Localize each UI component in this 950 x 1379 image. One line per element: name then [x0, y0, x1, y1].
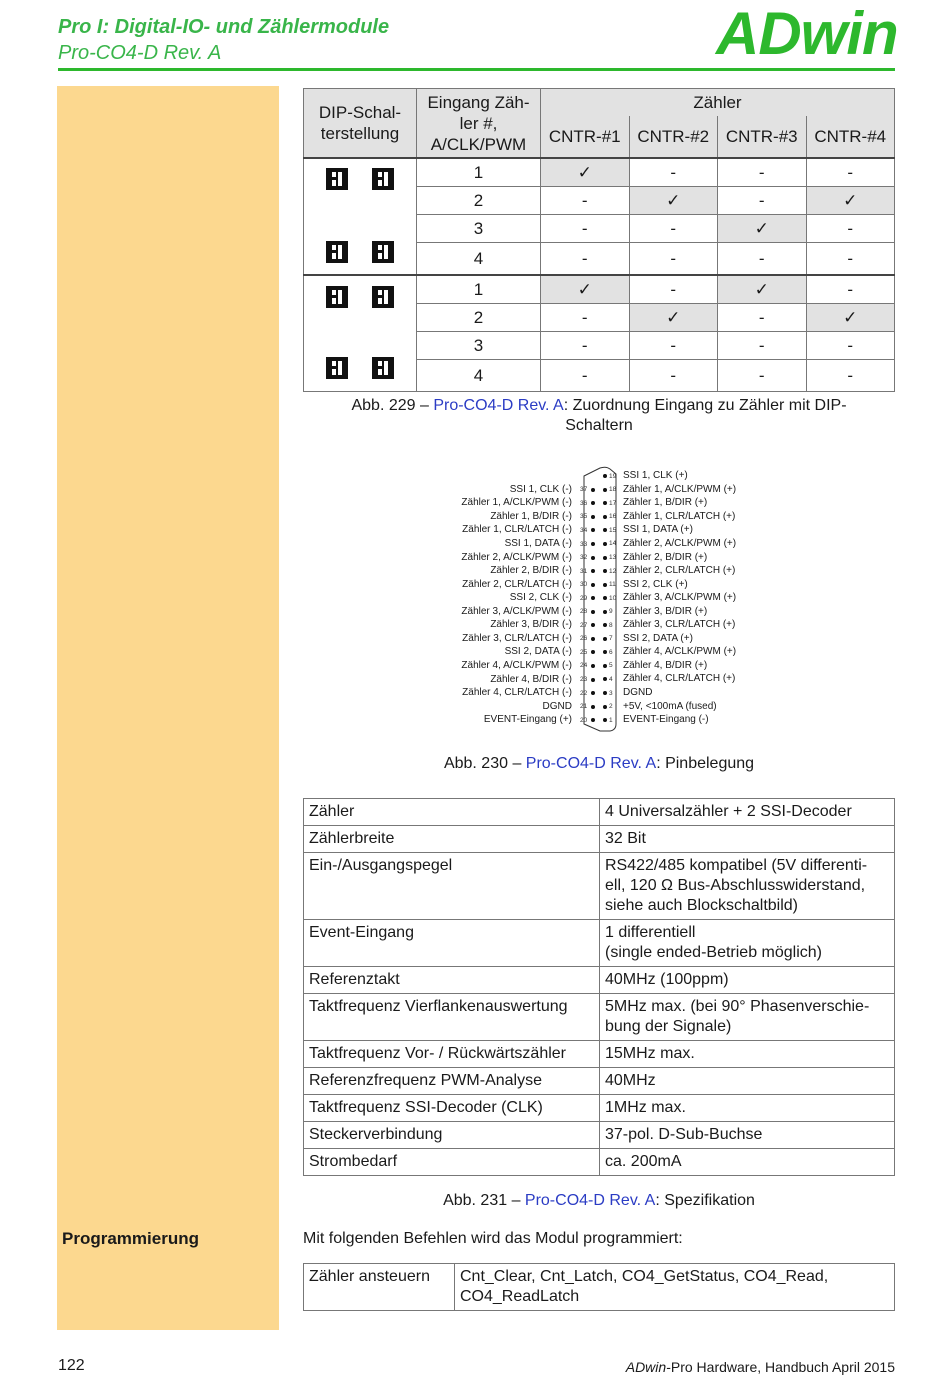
pin-number: 13	[609, 554, 617, 561]
assignment-cell: -	[718, 360, 807, 392]
pin-number: 7	[609, 635, 613, 643]
pin-label-left: SSI 1, DATA (-)	[504, 538, 572, 549]
pin-dot	[603, 515, 607, 519]
assignment-cell: ✓	[718, 275, 807, 304]
pin-label-right: Zähler 2, A/CLK/PWM (+)	[623, 537, 737, 549]
command-list: Cnt_Clear, Cnt_Latch, CO4_GetStatus, CO4_Read, CO4_ReadLatch	[455, 1264, 895, 1311]
pin-number: 15	[609, 526, 617, 534]
dip-switch-icon	[372, 286, 394, 308]
pin-dot	[591, 583, 595, 587]
spec-value: 4 Universalzähler + 2 SSI-Decoder	[600, 799, 895, 826]
spec-value: ca. 200mA	[600, 1149, 895, 1176]
cntr-1-header: CNTR-#1	[541, 116, 630, 158]
assignment-cell: -	[718, 332, 807, 360]
assignment-cell: ✓	[806, 187, 895, 215]
chapter-title: Pro I: Digital-IO- und Zählermodule	[58, 16, 390, 38]
spec-key: Referenzfrequenz PWM-Analyse	[304, 1068, 600, 1095]
assignment-cell: -	[629, 332, 718, 360]
dip-switch-icon	[326, 168, 348, 190]
pin-dot	[603, 556, 607, 560]
spec-value: 32 Bit	[600, 826, 895, 853]
assignment-cell: ✓	[541, 275, 630, 304]
pin-dot	[591, 542, 595, 546]
pin-number: 35	[580, 513, 588, 521]
pin-label-right: SSI 2, CLK (+)	[623, 578, 688, 590]
spec-key: Strombedarf	[304, 1149, 600, 1176]
table-row	[304, 1122, 895, 1149]
caption-230: Abb. 230 – Pro-CO4-D Rev. A: Pinbelegung	[443, 755, 755, 772]
pin-label-left: Zähler 2, CLR/LATCH (-)	[462, 578, 572, 590]
pin-number: 36	[580, 499, 588, 507]
pin-number: 6	[609, 648, 613, 656]
spec-key: Ein-/Ausgangspegel	[304, 853, 600, 920]
pin-label-right: Zähler 1, CLR/LATCH (+)	[623, 510, 736, 522]
spec-value: 37-pol. D-Sub-Buchse	[600, 1122, 895, 1149]
assignment-cell: -	[629, 360, 718, 392]
input-number-cell: 4	[417, 243, 541, 276]
pin-dot	[591, 515, 595, 519]
spec-key: Taktfrequenz Vierflankenauswertung	[304, 994, 600, 1041]
caption-link[interactable]: Pro-CO4-D Rev. A	[525, 755, 657, 772]
pin-label-left: Zähler 1, A/CLK/PWM (-)	[461, 497, 572, 509]
pin-number: 33	[580, 540, 588, 548]
pin-number: 26	[580, 635, 588, 643]
pin-label-right: Zähler 1, A/CLK/PWM (+)	[623, 483, 737, 495]
assignment-cell: -	[629, 275, 718, 304]
pin-label-right: Zähler 2, CLR/LATCH (+)	[623, 565, 736, 577]
dip-setting-cell	[304, 275, 417, 392]
col-counter-header: Zähler	[541, 89, 895, 117]
pin-label-left: Zähler 2, A/CLK/PWM (-)	[461, 551, 572, 563]
pin-dot	[591, 705, 595, 709]
pin-number: 31	[580, 567, 588, 575]
assignment-cell: -	[541, 215, 630, 243]
spec-value: 1 differentiell (single ended-Betrieb möglich)	[600, 920, 895, 967]
assignment-cell: -	[806, 243, 895, 276]
dip-setting-cell	[304, 158, 417, 275]
module-subtitle: Pro-CO4-D Rev. A	[58, 42, 222, 64]
assignment-cell: -	[718, 158, 807, 187]
pin-dot	[591, 488, 595, 492]
pin-dot	[591, 678, 595, 682]
pin-label-right: +5V, <100mA (fused)	[623, 700, 717, 712]
assignment-cell: -	[806, 215, 895, 243]
spec-key: Taktfrequenz Vor- / Rückwärtszähler	[304, 1041, 600, 1068]
spec-key: Taktfrequenz SSI-Decoder (CLK)	[304, 1095, 600, 1122]
assignment-cell: ✓	[541, 158, 630, 187]
pin-number: 4	[609, 675, 613, 683]
pin-number: 17	[609, 499, 617, 507]
adwin-logo: ADwin	[716, 0, 898, 67]
dip-switch-table	[303, 88, 895, 392]
pin-label-right: Zähler 4, A/CLK/PWM (+)	[623, 646, 737, 658]
pin-number: 24	[580, 662, 588, 670]
pin-number: 5	[609, 662, 613, 670]
table-row	[304, 1095, 895, 1122]
pin-label-right: Zähler 4, CLR/LATCH (+)	[623, 673, 736, 685]
dip-switch-icon	[326, 241, 348, 263]
pin-number: 37	[580, 486, 588, 494]
table-row	[304, 1068, 895, 1095]
col-dip-header: DIP-Schal-terstellung	[304, 89, 417, 159]
input-number-cell: 1	[417, 158, 541, 187]
pin-number: 22	[580, 689, 588, 697]
command-table	[303, 1263, 895, 1311]
spec-key: Steckerverbindung	[304, 1122, 600, 1149]
pin-label-right: EVENT-Eingang (-)	[623, 714, 709, 726]
pin-label-left: SSI 1, CLK (-)	[509, 483, 572, 495]
spec-key: Zählerbreite	[304, 826, 600, 853]
caption-229: Abb. 229 – Pro-CO4-D Rev. A: Zuordnung Eingang zu Zähler mit DIP- Schaltern	[351, 397, 847, 434]
assignment-cell: -	[541, 332, 630, 360]
input-number-cell: 4	[417, 360, 541, 392]
section-label-programmierung: Programmierung	[62, 1229, 199, 1248]
spec-key: Zähler	[304, 799, 600, 826]
pin-number: 12	[609, 567, 617, 575]
pin-dot	[591, 664, 595, 668]
pin-number: 2	[609, 703, 613, 711]
pin-label-right: SSI 1, DATA (+)	[623, 524, 693, 536]
pin-label-left: DGND	[542, 700, 572, 712]
input-number-cell: 1	[417, 275, 541, 304]
pin-number: 27	[580, 621, 588, 629]
input-number-cell: 3	[417, 215, 541, 243]
command-key: Zähler ansteuern	[304, 1264, 455, 1311]
pin-number: 21	[580, 703, 588, 711]
pin-number: 3	[609, 689, 613, 697]
pin-label-left: SSI 2, DATA (-)	[504, 646, 572, 658]
pin-number: 16	[609, 513, 617, 521]
assignment-cell: -	[629, 215, 718, 243]
assignment-cell: -	[718, 304, 807, 332]
pin-label-left: Zähler 4, B/DIR (-)	[490, 673, 572, 685]
pin-number: 32	[580, 554, 588, 562]
assignment-cell: -	[541, 187, 630, 215]
spec-key: Referenztakt	[304, 967, 600, 994]
pin-number: 29	[580, 594, 588, 602]
pin-dot	[603, 610, 607, 614]
pin-label-right: SSI 1, CLK (+)	[623, 470, 688, 482]
sidebar-margin	[57, 86, 279, 1330]
pin-number: 9	[609, 608, 613, 616]
spec-value: 1MHz max.	[600, 1095, 895, 1122]
input-number-cell: 2	[417, 187, 541, 215]
pin-number: 18	[609, 486, 617, 494]
programming-intro: Mit folgenden Befehlen wird das Modul programmiert:	[303, 1230, 683, 1247]
pin-dot	[603, 664, 607, 668]
assignment-cell: ✓	[629, 304, 718, 332]
assignment-cell: -	[541, 304, 630, 332]
pin-label-right: Zähler 2, B/DIR (+)	[623, 551, 708, 563]
table-row	[304, 853, 895, 920]
spec-value: 15MHz max.	[600, 1041, 895, 1068]
table-row	[304, 920, 895, 967]
pin-dot	[591, 556, 595, 560]
table-row	[304, 826, 895, 853]
pin-number: 1	[609, 716, 613, 724]
spec-value: RS422/485 kompatibel (5V differenti- ell, 120 Ω Bus-Abschlusswiderstand, siehe auch Blockschaltbild)	[600, 853, 895, 920]
pin-number: 11	[609, 581, 616, 589]
spec-key: Event-Eingang	[304, 920, 600, 967]
pin-number: 23	[580, 676, 588, 683]
page-number: 122	[58, 1357, 85, 1374]
pin-number: 25	[580, 648, 588, 656]
dip-switch-icon	[326, 357, 348, 379]
assignment-cell: -	[806, 275, 895, 304]
pin-label-left: Zähler 3, CLR/LATCH (-)	[462, 632, 572, 644]
pin-label-left: Zähler 3, A/CLK/PWM (-)	[461, 605, 572, 617]
pin-dot	[591, 637, 595, 641]
pin-label-left: Zähler 4, CLR/LATCH (-)	[462, 687, 572, 699]
pin-dot	[603, 542, 607, 546]
pin-label-left: Zähler 2, B/DIR (-)	[490, 565, 572, 577]
pin-label-right: Zähler 3, A/CLK/PWM (+)	[623, 592, 737, 604]
assignment-cell: -	[629, 158, 718, 187]
assignment-cell: -	[541, 243, 630, 276]
input-number-cell: 2	[417, 304, 541, 332]
spec-value: 40MHz (100ppm)	[600, 967, 895, 994]
pin-label-right: Zähler 4, B/DIR (+)	[623, 659, 708, 671]
assignment-cell: -	[806, 332, 895, 360]
pin-label-right: SSI 2, DATA (+)	[623, 632, 693, 644]
pin-label-left: Zähler 1, B/DIR (-)	[490, 510, 572, 522]
specification-table	[303, 798, 895, 1176]
table-row	[304, 967, 895, 994]
pin-label-right: Zähler 3, CLR/LATCH (+)	[623, 619, 736, 631]
pin-dot	[591, 610, 595, 614]
pin-dot	[603, 488, 607, 492]
pin-label-right: Zähler 3, B/DIR (+)	[623, 605, 708, 617]
pin-number: 10	[609, 594, 617, 602]
cntr-3-header: CNTR-#3	[718, 116, 807, 158]
pin-dot	[603, 691, 607, 695]
spec-value: 5MHz max. (bei 90° Phasenverschie- bung der Signale)	[600, 994, 895, 1041]
assignment-cell: ✓	[718, 215, 807, 243]
col-input-header: Eingang Zäh-ler #, A/CLK/PWM	[417, 89, 541, 159]
pin-label-left: Zähler 4, A/CLK/PWM (-)	[461, 659, 572, 671]
pin-number: 19	[609, 472, 617, 480]
assignment-cell: -	[806, 360, 895, 392]
caption-231: Abb. 231 – Pro-CO4-D Rev. A: Spezifikation	[443, 1192, 755, 1209]
cntr-2-header: CNTR-#2	[629, 116, 718, 158]
cntr-4-header: CNTR-#4	[806, 116, 895, 158]
pin-number: 30	[580, 581, 588, 589]
assignment-cell: ✓	[806, 304, 895, 332]
pin-label-left: Zähler 1, CLR/LATCH (-)	[462, 524, 572, 536]
pin-label-left: EVENT-Eingang (+)	[483, 714, 572, 726]
assignment-cell: -	[541, 360, 630, 392]
pin-number: 28	[580, 608, 588, 616]
assignment-cell: -	[718, 187, 807, 215]
pin-dot	[603, 637, 607, 641]
pin-dot	[603, 583, 607, 587]
table-row	[304, 1041, 895, 1068]
dip-switch-icon	[372, 357, 394, 379]
caption-link[interactable]: Pro-CO4-D Rev. A	[524, 1192, 656, 1209]
pin-label-left: Zähler 3, B/DIR (-)	[490, 619, 572, 631]
pin-number: 34	[580, 526, 588, 534]
pin-label-right: Zähler 1, B/DIR (+)	[623, 497, 708, 509]
header-divider	[58, 68, 895, 71]
pin-number: 14	[609, 540, 617, 548]
dip-switch-icon	[372, 241, 394, 263]
table-row	[304, 799, 895, 826]
footer-text: ADwin-Pro Hardware, Handbuch April 2015	[625, 1359, 895, 1375]
table-row	[304, 994, 895, 1041]
dip-switch-icon	[372, 168, 394, 190]
spec-value: 40MHz	[600, 1068, 895, 1095]
pin-label-left: SSI 2, CLK (-)	[509, 592, 572, 604]
caption-link[interactable]: Pro-CO4-D Rev. A	[433, 397, 564, 414]
assignment-cell: ✓	[629, 187, 718, 215]
assignment-cell: -	[806, 158, 895, 187]
pin-number: 20	[580, 716, 588, 724]
pin-dot	[603, 705, 607, 709]
dip-switch-icon	[326, 286, 348, 308]
pin-number: 8	[609, 621, 613, 629]
table-row	[304, 1149, 895, 1176]
assignment-cell: -	[629, 243, 718, 276]
pin-label-right: DGND	[623, 687, 653, 698]
assignment-cell: -	[718, 243, 807, 276]
input-number-cell: 3	[417, 332, 541, 360]
